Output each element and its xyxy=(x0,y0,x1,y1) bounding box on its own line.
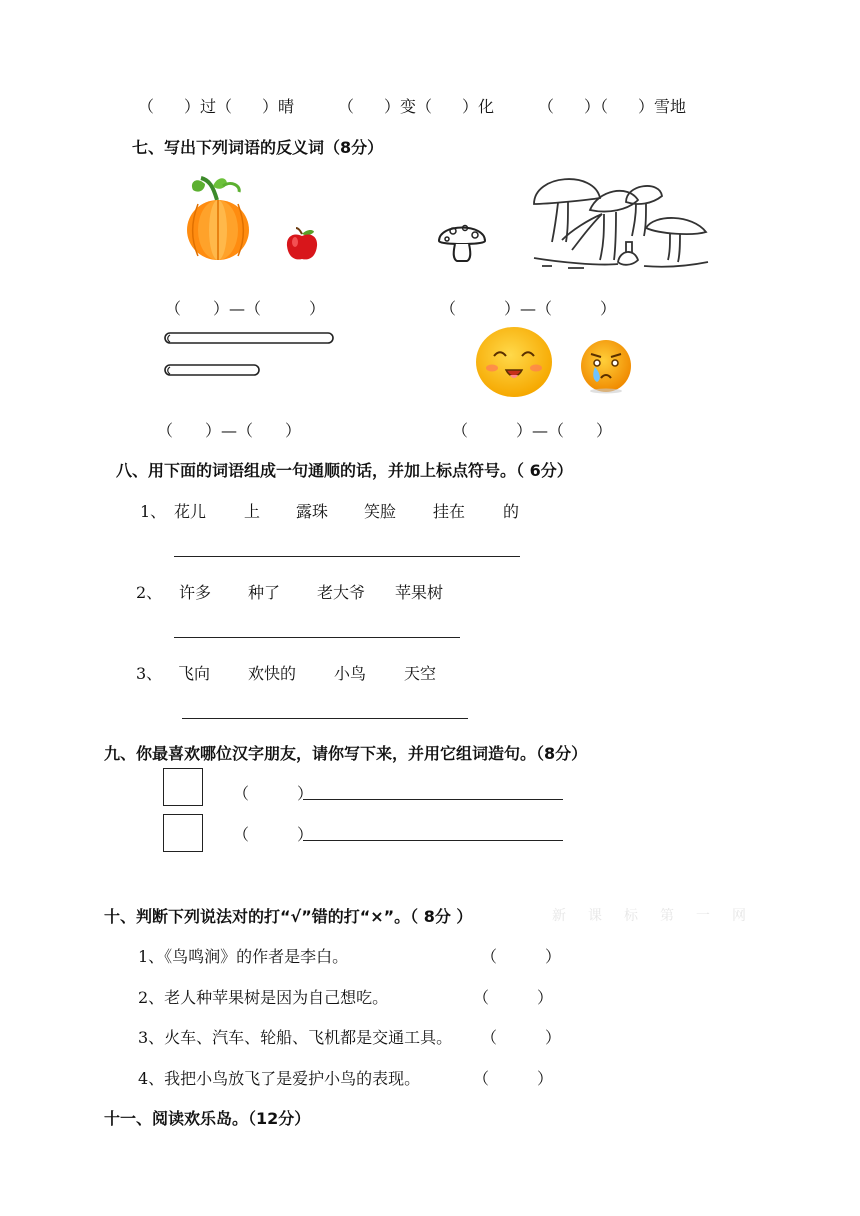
q9-paren-2: （ ） xyxy=(233,825,314,844)
q6-item-1: （ ）过（ ）晴 xyxy=(138,97,295,116)
q8-row-1-word-1: 花儿 xyxy=(174,502,207,521)
q8-row-1-word-4: 笑脸 xyxy=(364,502,397,521)
q8-row-2-word-1: 许多 xyxy=(179,583,212,602)
q8-row-1-num: 1、 xyxy=(140,502,167,521)
watermark: 新课标第一网 xyxy=(552,908,768,924)
q10-item-1-paren[interactable]: （ ） xyxy=(481,947,562,966)
q9-heading: 九、你最喜欢哪位汉字朋友，请你写下来，并用它组词造句。（8分） xyxy=(104,744,588,763)
q11-heading: 十一、阅读欢乐岛。（12分） xyxy=(104,1109,311,1128)
q8-row-1-word-3: 露珠 xyxy=(296,502,329,521)
q9-sentence-line-1[interactable] xyxy=(303,799,563,800)
q6-item-2: （ ）变（ ）化 xyxy=(338,97,495,116)
q8-heading: 八、用下面的词语组成一句通顺的话，并加上标点符号。（ 6分） xyxy=(116,461,573,480)
q10-heading: 十、判断下列说法对的打“√”错的打“×”。（ 8分 ） xyxy=(104,907,473,926)
q7-pair-1: （ ）—（ ） xyxy=(165,299,326,318)
q10-item-2: 2、老人种苹果树是因为自己想吃。 xyxy=(138,988,389,1007)
q8-row-2-answer-line[interactable] xyxy=(174,637,460,638)
long-stick-icon xyxy=(162,330,336,346)
q9-paren-1: （ ） xyxy=(233,784,314,803)
q7-pair-2: （ ）—（ ） xyxy=(440,299,617,318)
q10-item-1: 1、《鸟鸣涧》的作者是李白。 xyxy=(138,947,349,966)
q8-row-3-word-3: 小鸟 xyxy=(334,664,367,683)
q10-item-2-paren[interactable]: （ ） xyxy=(473,988,554,1007)
q8-row-3-num: 3、 xyxy=(136,664,163,683)
q8-row-3-word-2: 欢快的 xyxy=(248,664,297,683)
q8-row-1-word-5: 挂在 xyxy=(433,502,466,521)
q7-pair-4: （ ）—（ ） xyxy=(452,421,613,440)
q9-char-box-2[interactable] xyxy=(163,814,203,852)
q9-sentence-line-2[interactable] xyxy=(303,840,563,841)
q8-row-2-word-3: 老大爷 xyxy=(317,583,366,602)
q9-char-box-1[interactable] xyxy=(163,768,203,806)
q10-item-3: 3、火车、汽车、轮船、飞机都是交通工具。 xyxy=(138,1028,453,1047)
q8-row-2-word-2: 种了 xyxy=(248,583,281,602)
q7-pair-3: （ ）—（ ） xyxy=(157,421,302,440)
q6-item-3: （ ）（ ）雪地 xyxy=(538,97,687,116)
q8-row-1-word-2: 上 xyxy=(244,502,261,521)
q8-row-1-answer-line[interactable] xyxy=(174,556,520,557)
apple-icon xyxy=(284,226,320,262)
q8-row-3-answer-line[interactable] xyxy=(182,718,468,719)
q8-row-3-word-4: 天空 xyxy=(404,664,437,683)
pumpkin-icon xyxy=(183,172,253,264)
smiling-face-icon xyxy=(474,326,554,398)
short-stick-icon xyxy=(162,362,262,378)
q10-item-4-paren[interactable]: （ ） xyxy=(473,1069,554,1088)
q8-row-3-word-1: 飞向 xyxy=(178,664,211,683)
small-mushroom-icon xyxy=(435,217,489,263)
q8-row-2-num: 2、 xyxy=(136,583,163,602)
q7-heading: 七、写出下列词语的反义词（8分） xyxy=(132,138,384,157)
q10-item-3-paren[interactable]: （ ） xyxy=(481,1028,562,1047)
q10-item-4: 4、我把小鸟放飞了是爱护小鸟的表现。 xyxy=(138,1069,421,1088)
crying-face-icon xyxy=(579,336,633,394)
q8-row-2-word-4: 苹果树 xyxy=(395,583,444,602)
mushroom-group-icon xyxy=(528,170,712,272)
q8-row-1-word-6: 的 xyxy=(503,502,520,521)
